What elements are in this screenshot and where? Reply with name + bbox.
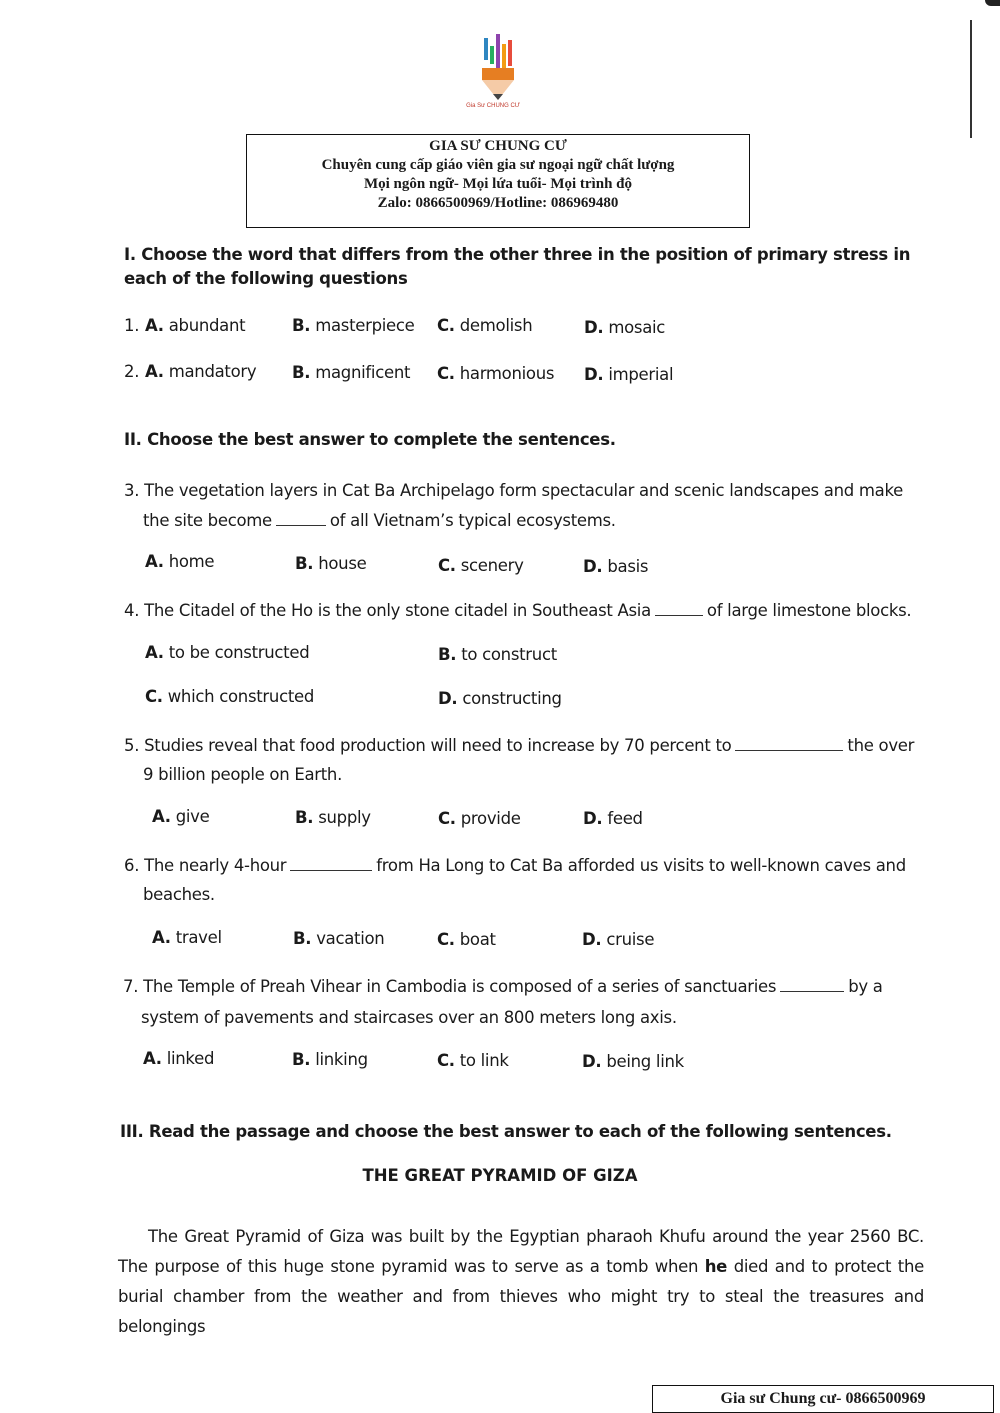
header-title: GIA SƯ CHUNG CƯ xyxy=(429,138,567,154)
question-6-line-2: beaches. xyxy=(143,885,215,904)
answer-blank xyxy=(276,525,326,526)
question-3-line-2: the site become of all Vietnam’s typical ecosystems. xyxy=(143,511,616,530)
logo-caption: Gia Sư CHUNG CƯ xyxy=(466,103,520,109)
q2-option-c[interactable]: C. harmonious xyxy=(437,364,555,383)
q5-option-c[interactable]: C. provide xyxy=(438,809,521,828)
scan-edge-corner xyxy=(985,0,1000,6)
question-7: 7. The Temple of Preah Vihear in Cambodia is composed of a series of sanctuaries by a xyxy=(123,977,883,996)
q2-option-a[interactable]: A. mandatory xyxy=(145,362,257,381)
question-7-line-2: system of pavements and staircases over an 800 meters long axis. xyxy=(141,1008,677,1027)
question-4: 4. The Citadel of the Ho is the only stone citadel in Southeast Asia of large limestone blocks. xyxy=(124,601,912,620)
header-box xyxy=(246,134,750,228)
pencil-logo-icon xyxy=(470,34,530,114)
question-5-line-2: 9 billion people on Earth. xyxy=(143,765,343,784)
q2-option-b[interactable]: B. magnificent xyxy=(292,363,411,382)
answer-blank xyxy=(655,615,703,616)
q6-option-c[interactable]: C. boat xyxy=(437,930,496,949)
answer-blank xyxy=(780,991,844,992)
section-3-heading: III. Read the passage and choose the best answer to each of the following sentences. xyxy=(120,1122,892,1141)
q6-option-a[interactable]: A. travel xyxy=(152,928,222,947)
q3-option-d[interactable]: D. basis xyxy=(583,557,649,576)
q4-option-c[interactable]: C. which constructed xyxy=(145,687,315,706)
q7-option-c[interactable]: C. to link xyxy=(437,1051,509,1070)
q6-option-b[interactable]: B. vacation xyxy=(293,929,385,948)
q7-option-a[interactable]: A. linked xyxy=(143,1049,215,1068)
question-1-number: 1. xyxy=(124,316,140,335)
q5-option-a[interactable]: A. give xyxy=(152,807,210,826)
question-2-number: 2. xyxy=(124,362,140,381)
question-3: 3. The vegetation layers in Cat Ba Archipelago form spectacular and scenic landscapes and make xyxy=(124,481,903,500)
header-subtitle: Chuyên cung cấp giáo viên gia sư ngoại ngữ chất lượng xyxy=(321,157,675,173)
q3-option-b[interactable]: B. house xyxy=(295,554,367,573)
q4-option-d[interactable]: D. constructing xyxy=(438,689,562,708)
answer-blank xyxy=(290,870,372,871)
q3-option-c[interactable]: C. scenery xyxy=(438,556,524,575)
q3-option-a[interactable]: A. home xyxy=(145,552,215,571)
passage-paragraph: The Great Pyramid of Giza was built by the Egyptian pharaoh Khufu around the year 2560 BC. The purpose of this huge stone pyramid was to serve as a tomb when he died and to protect the burial chamber from the weather and from thieves who might try to steal the treasures and belongings xyxy=(118,1227,924,1336)
passage-title: THE GREAT PYRAMID OF GIZA xyxy=(362,1166,638,1185)
answer-blank xyxy=(735,750,843,751)
q5-option-b[interactable]: B. supply xyxy=(295,808,371,827)
q7-option-b[interactable]: B. linking xyxy=(292,1050,368,1069)
q2-option-d[interactable]: D. imperial xyxy=(584,365,674,384)
passage-bold-word: he xyxy=(704,1257,728,1276)
header-tagline: Mọi ngôn ngữ- Mọi lứa tuổi- Mọi trình độ xyxy=(363,176,632,192)
q1-option-b[interactable]: B. masterpiece xyxy=(292,316,415,335)
scan-edge-line xyxy=(970,20,972,138)
q1-option-d[interactable]: D. mosaic xyxy=(584,318,666,337)
q4-option-b[interactable]: B. to construct xyxy=(438,645,557,664)
section-1-heading: I. Choose the word that differs from the other three in the position of primary stress in each of the following questions xyxy=(124,245,911,288)
q1-option-c[interactable]: C. demolish xyxy=(437,316,533,335)
header-contact: Zalo: 0866500969/Hotline: 086969480 xyxy=(377,195,619,211)
question-5: 5. Studies reveal that food production will need to increase by 70 percent to the over xyxy=(124,736,915,755)
footer-box: Gia sư Chung cư- 0866500969 xyxy=(652,1385,994,1413)
q5-option-d[interactable]: D. feed xyxy=(583,809,643,828)
section-2-heading: II. Choose the best answer to complete the sentences. xyxy=(124,430,616,449)
q7-option-d[interactable]: D. being link xyxy=(582,1052,684,1071)
q1-option-a[interactable]: A. abundant xyxy=(145,316,246,335)
q4-option-a[interactable]: A. to be constructed xyxy=(145,643,310,662)
question-6: 6. The nearly 4-hour from Ha Long to Cat Ba afforded us visits to well-known caves and xyxy=(124,856,906,875)
q6-option-d[interactable]: D. cruise xyxy=(582,930,655,949)
